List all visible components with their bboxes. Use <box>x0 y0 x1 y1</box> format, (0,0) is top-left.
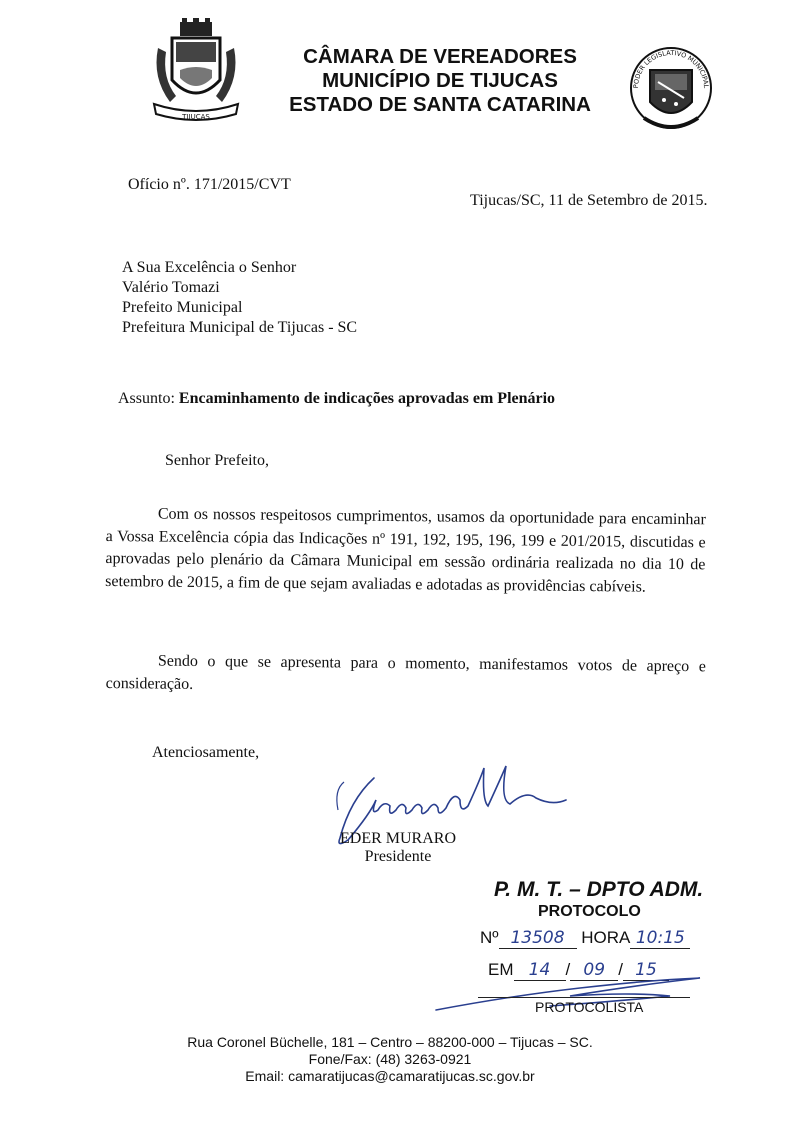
subject-line <box>118 390 555 408</box>
legislative-emblem-icon <box>628 40 714 140</box>
signer-title: Presidente <box>364 848 432 865</box>
footer-contact <box>150 1034 630 1085</box>
paragraph-2-text: Sendo o que se apresenta para o momento, manifestamos votos de apreço e consideração. <box>105 652 706 693</box>
header-line-3: ESTADO DE SANTA CATARINA <box>289 93 591 116</box>
recipient-line-3: Prefeito Municipal <box>122 299 243 316</box>
signer-name: EDER MURARO <box>339 830 456 847</box>
stamp-signature-label: PROTOCOLISTA <box>535 999 644 1015</box>
recipient-line-4: Prefeitura Municipal de Tijucas - SC <box>122 319 358 336</box>
stamp-title: P. M. T. – DPTO ADM. <box>494 878 704 901</box>
subject-label: Assunto: <box>118 390 175 407</box>
stamp-number-label: Nº <box>480 928 499 947</box>
stamp-hour-label: HORA <box>581 928 631 947</box>
footer-email: Email: camaratijucas@camaratijucas.sc.gov.br <box>245 1068 535 1084</box>
tijucas-coat-of-arms-icon <box>150 18 242 130</box>
stamp-year: 15 <box>623 960 669 981</box>
emblem-right-text: PODER LEGISLATIVO MUNICIPAL <box>631 48 711 89</box>
paragraph-1-text: Com os nossos respeitosos cumprimentos, usamos da oportunidade para encaminhar a Vossa Excelência cópia das Indicações nº 191, 192, 195, 196, 199 e 201/2015, discutidas e aprovadas pelo plenário da Câmara Municipal em sessão ordinária realizada no dia 10 de setembro de 2015, a fim de que sejam avaliadas e adotadas as providências cabíveis. <box>105 505 706 596</box>
recipient-line-1: A Sua Excelência o Senhor <box>122 259 297 276</box>
closing: Atenciosamente, <box>152 744 260 761</box>
stamp-hour-value: 10:15 <box>630 928 690 949</box>
recipient-block <box>122 258 357 338</box>
header-line-2: MUNICÍPIO DE TIJUCAS <box>322 69 558 92</box>
body-paragraph-2 <box>106 650 706 701</box>
stamp-month: 09 <box>570 960 618 981</box>
emblem-left-text: TIJUCAS <box>182 113 210 121</box>
stamp-signature-line <box>478 997 690 998</box>
footer-phone: Fone/Fax: (48) 3263-0921 <box>308 1051 472 1067</box>
body-paragraph-1 <box>105 503 706 599</box>
stamp-date-label: EM <box>488 960 514 979</box>
header-line-1: CÂMARA DE VEREADORES <box>303 45 577 68</box>
footer-address: Rua Coronel Büchelle, 181 – Centro – 88200-000 – Tijucas – SC. <box>187 1034 593 1050</box>
stamp-day: 14 <box>514 960 566 981</box>
signer-block <box>338 830 458 866</box>
oficio-number: Ofício nº. 171/2015/CVT <box>128 176 291 193</box>
stamp-subtitle: PROTOCOLO <box>538 903 641 920</box>
subject-text: Encaminhamento de indicações aprovadas em Plenário <box>178 390 556 407</box>
protocol-stamp <box>430 878 720 1038</box>
stamp-number-row <box>480 928 690 949</box>
stamp-date-row: EM 14 / 09 / 15 <box>488 960 669 981</box>
institution-header <box>255 45 625 117</box>
letter-date: Tijucas/SC, 11 de Setembro de 2015. <box>470 192 708 209</box>
stamp-number-value: 13508 <box>499 928 577 949</box>
recipient-line-2: Valério Tomazi <box>122 279 220 296</box>
salutation: Senhor Prefeito, <box>165 452 269 469</box>
